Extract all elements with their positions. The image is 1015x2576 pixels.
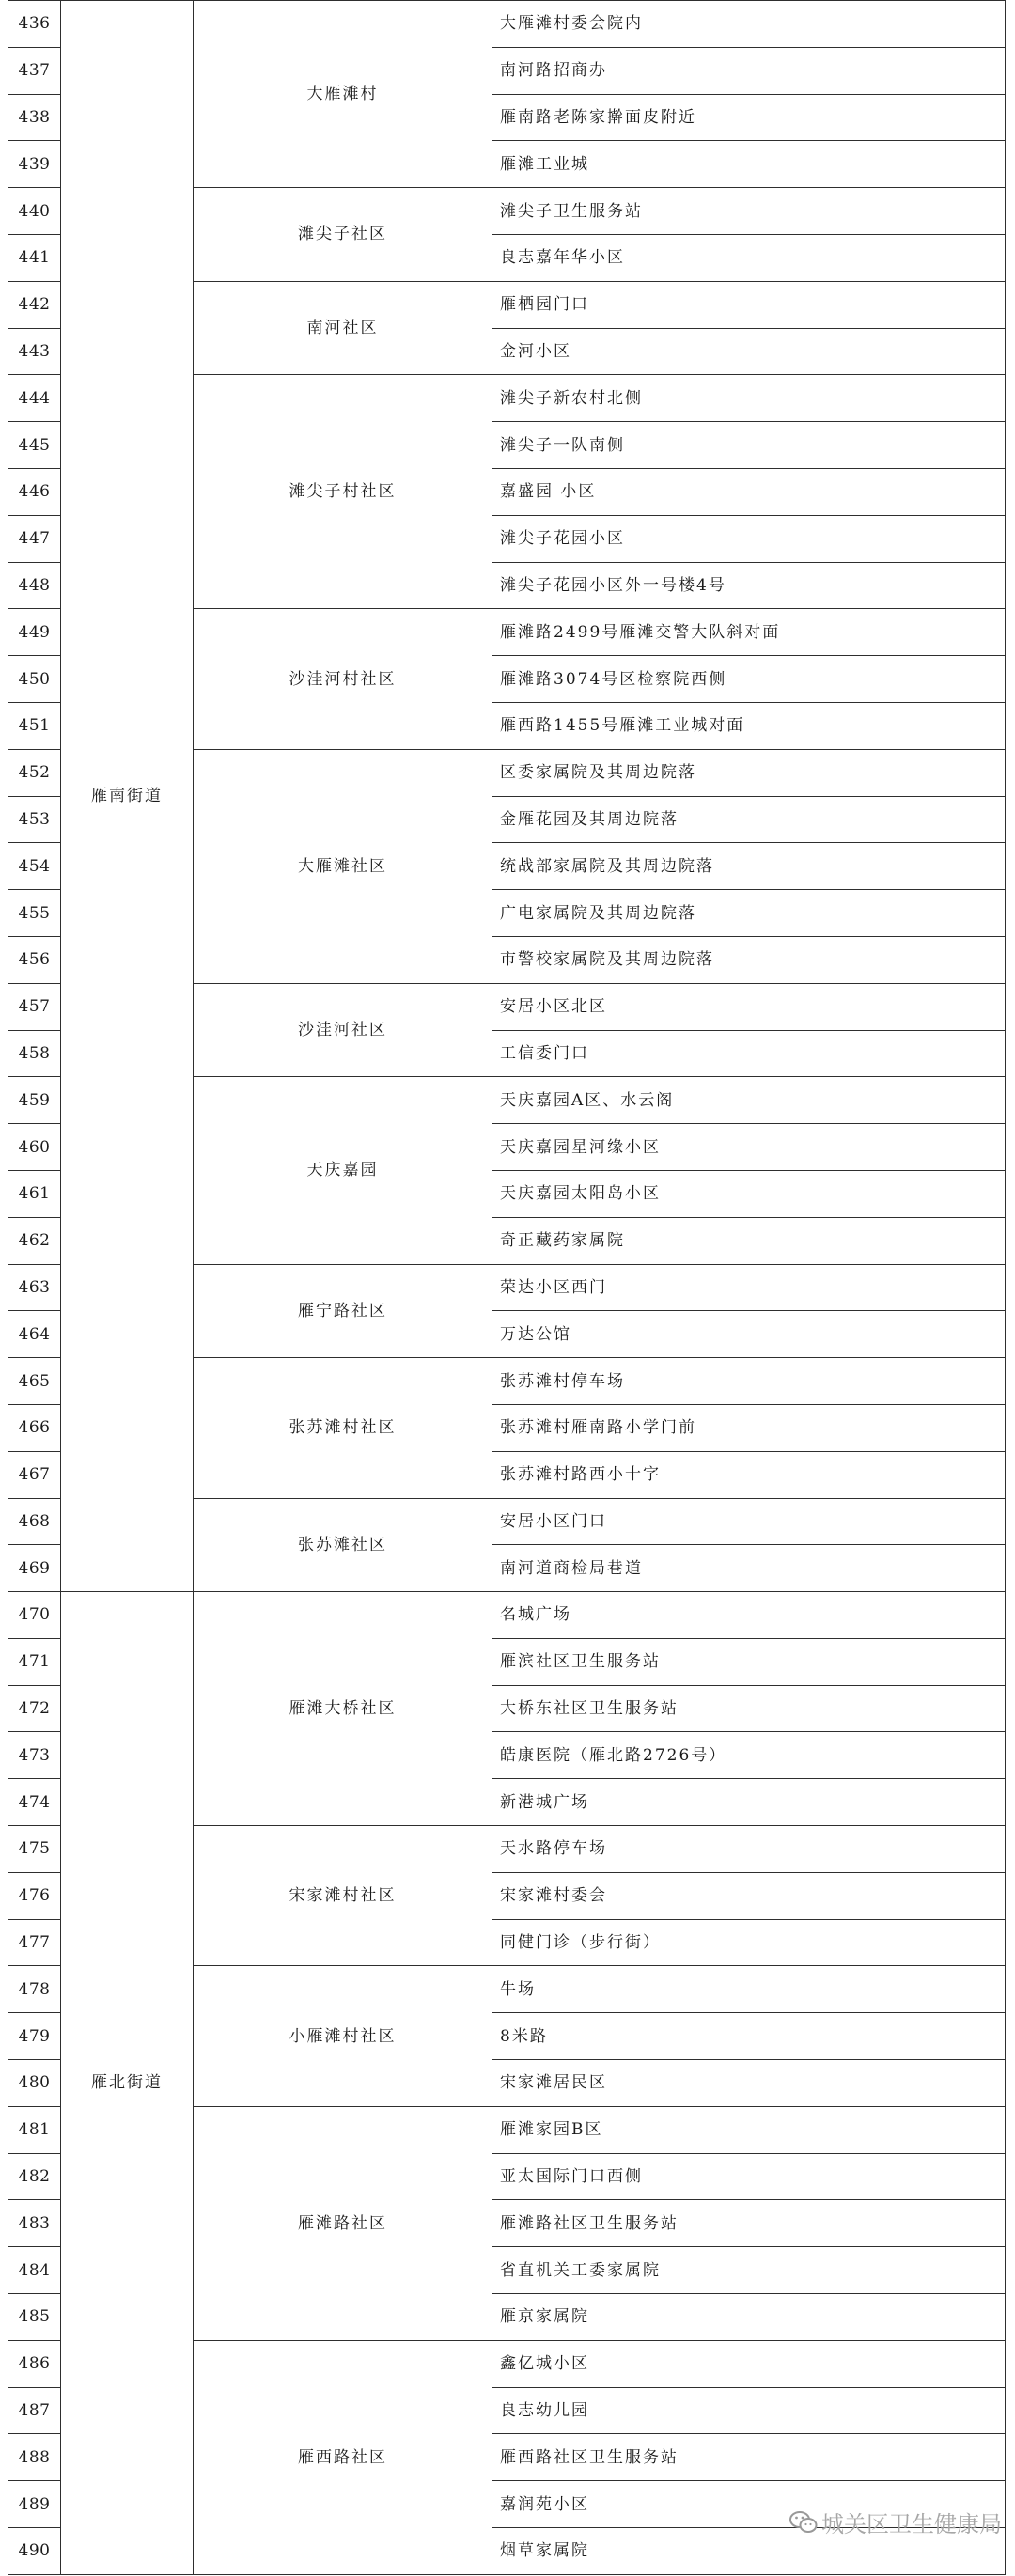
site-cell: 雁西路社区卫生服务站 [492,2434,1006,2481]
row-number-cell: 479 [8,2013,61,2060]
row-number-cell: 443 [8,328,61,375]
row-number-cell: 449 [8,609,61,656]
site-cell: 天庆嘉园太阳岛小区 [492,1170,1006,1217]
site-cell: 大雁滩村委会院内 [492,1,1006,48]
site-cell: 滩尖子新农村北侧 [492,375,1006,422]
row-number-cell: 459 [8,1077,61,1124]
site-cell: 张苏滩村雁南路小学门前 [492,1404,1006,1451]
community-cell: 张苏滩村社区 [194,1358,492,1498]
community-cell: 沙洼河社区 [194,983,492,1077]
row-number-cell: 453 [8,796,61,843]
row-number-cell: 487 [8,2387,61,2434]
row-number-cell: 438 [8,94,61,141]
row-number-cell: 450 [8,656,61,703]
site-cell: 省直机关工委家属院 [492,2247,1006,2294]
street-cell: 雁南街道 [61,1,194,1592]
row-number-cell: 469 [8,1545,61,1592]
site-cell: 张苏滩村停车场 [492,1358,1006,1405]
row-number-cell: 486 [8,2340,61,2387]
table-row [8,1592,1006,1639]
site-table-body [8,1,1006,2575]
site-cell: 雁西路1455号雁滩工业城对面 [492,702,1006,749]
row-number-cell: 482 [8,2153,61,2200]
site-cell: 同健门诊（步行街） [492,1919,1006,1966]
site-cell: 金雁花园及其周边院落 [492,796,1006,843]
community-cell: 雁滩大桥社区 [194,1592,492,1826]
site-cell: 嘉盛园 小区 [492,468,1006,515]
row-number-cell: 463 [8,1264,61,1311]
site-cell: 广电家属院及其周边院落 [492,890,1006,937]
community-cell: 大雁滩社区 [194,749,492,983]
site-cell: 良志幼儿园 [492,2387,1006,2434]
community-cell: 雁宁路社区 [194,1264,492,1358]
row-number-cell: 474 [8,1779,61,1826]
row-number-cell: 464 [8,1311,61,1358]
community-cell: 小雁滩村社区 [194,1966,492,2106]
site-cell: 工信委门口 [492,1030,1006,1077]
site-cell: 滩尖子一队南侧 [492,422,1006,469]
row-number-cell: 473 [8,1732,61,1779]
row-number-cell: 483 [8,2200,61,2247]
site-cell: 南河道商检局巷道 [492,1545,1006,1592]
site-cell: 亚太国际门口西侧 [492,2153,1006,2200]
row-number-cell: 457 [8,983,61,1030]
row-number-cell: 444 [8,375,61,422]
site-cell: 雁京家属院 [492,2294,1006,2341]
site-cell: 烟草家属院 [492,2528,1006,2575]
community-cell: 大雁滩村 [194,1,492,188]
site-cell: 张苏滩村路西小十字 [492,1451,1006,1498]
row-number-cell: 484 [8,2247,61,2294]
site-cell: 奇正藏药家属院 [492,1217,1006,1264]
site-cell: 荣达小区西门 [492,1264,1006,1311]
row-number-cell: 462 [8,1217,61,1264]
site-cell: 天庆嘉园星河缘小区 [492,1124,1006,1171]
row-number-cell: 436 [8,1,61,48]
row-number-cell: 485 [8,2294,61,2341]
site-cell: 安居小区门口 [492,1498,1006,1545]
site-cell: 新港城广场 [492,1779,1006,1826]
site-cell: 万达公馆 [492,1311,1006,1358]
row-number-cell: 478 [8,1966,61,2013]
site-cell: 金河小区 [492,328,1006,375]
site-cell: 雁滩路2499号雁滩交警大队斜对面 [492,609,1006,656]
watermark-text: 城关区卫生健康局 [821,2511,1002,2537]
site-cell: 市警校家属院及其周边院落 [492,936,1006,983]
community-cell: 南河社区 [194,281,492,375]
community-cell: 宋家滩村社区 [194,1826,492,1966]
row-number-cell: 481 [8,2106,61,2153]
site-cell: 鑫亿城小区 [492,2340,1006,2387]
community-cell: 滩尖子社区 [194,188,492,282]
site-cell: 滩尖子卫生服务站 [492,188,1006,235]
row-number-cell: 451 [8,702,61,749]
site-cell: 大桥东社区卫生服务站 [492,1685,1006,1732]
site-cell: 南河路招商办 [492,47,1006,94]
site-cell: 良志嘉年华小区 [492,234,1006,281]
site-cell: 雁滩家园B区 [492,2106,1006,2153]
site-cell: 嘉润苑小区 [492,2481,1006,2528]
site-cell: 天庆嘉园A区、水云阁 [492,1077,1006,1124]
row-number-cell: 442 [8,281,61,328]
row-number-cell: 461 [8,1170,61,1217]
site-cell: 宋家滩村委会 [492,1872,1006,1919]
site-cell: 雁滩路社区卫生服务站 [492,2200,1006,2247]
row-number-cell: 477 [8,1919,61,1966]
site-cell: 雁滩工业城 [492,141,1006,188]
site-cell: 名城广场 [492,1592,1006,1639]
site-cell: 雁南路老陈家擀面皮附近 [492,94,1006,141]
site-table [8,0,1006,2575]
site-cell: 8米路 [492,2013,1006,2060]
row-number-cell: 467 [8,1451,61,1498]
row-number-cell: 456 [8,936,61,983]
row-number-cell: 468 [8,1498,61,1545]
row-number-cell: 472 [8,1685,61,1732]
community-cell: 沙洼河村社区 [194,609,492,749]
community-cell: 张苏滩社区 [194,1498,492,1592]
community-cell: 雁西路社区 [194,2340,492,2574]
row-number-cell: 437 [8,47,61,94]
site-cell: 雁滨社区卫生服务站 [492,1638,1006,1685]
row-number-cell: 460 [8,1124,61,1171]
row-number-cell: 454 [8,843,61,890]
row-number-cell: 439 [8,141,61,188]
site-cell: 安居小区北区 [492,983,1006,1030]
site-cell: 滩尖子花园小区外一号楼4号 [492,562,1006,609]
site-cell: 滩尖子花园小区 [492,515,1006,562]
row-number-cell: 455 [8,890,61,937]
row-number-cell: 488 [8,2434,61,2481]
community-cell: 滩尖子村社区 [194,375,492,609]
site-cell: 统战部家属院及其周边院落 [492,843,1006,890]
street-cell: 雁北街道 [61,1592,194,2575]
row-number-cell: 466 [8,1404,61,1451]
row-number-cell: 448 [8,562,61,609]
row-number-cell: 489 [8,2481,61,2528]
row-number-cell: 465 [8,1358,61,1405]
site-cell: 牛场 [492,1966,1006,2013]
row-number-cell: 471 [8,1638,61,1685]
site-cell: 雁栖园门口 [492,281,1006,328]
row-number-cell: 446 [8,468,61,515]
site-cell: 皓康医院（雁北路2726号） [492,1732,1006,1779]
community-cell: 雁滩路社区 [194,2106,492,2340]
table-row [8,1,1006,48]
community-cell: 天庆嘉园 [194,1077,492,1264]
row-number-cell: 470 [8,1592,61,1639]
row-number-cell: 458 [8,1030,61,1077]
row-number-cell: 445 [8,422,61,469]
wechat-icon [789,2510,818,2535]
row-number-cell: 476 [8,1872,61,1919]
row-number-cell: 441 [8,234,61,281]
site-cell: 宋家滩居民区 [492,2060,1006,2107]
site-cell: 雁滩路3074号区检察院西侧 [492,656,1006,703]
row-number-cell: 480 [8,2060,61,2107]
row-number-cell: 490 [8,2528,61,2575]
row-number-cell: 452 [8,749,61,796]
row-number-cell: 440 [8,188,61,235]
row-number-cell: 447 [8,515,61,562]
site-cell: 区委家属院及其周边院落 [492,749,1006,796]
site-cell: 天水路停车场 [492,1826,1006,1873]
row-number-cell: 475 [8,1826,61,1873]
watermark [789,2506,1002,2538]
